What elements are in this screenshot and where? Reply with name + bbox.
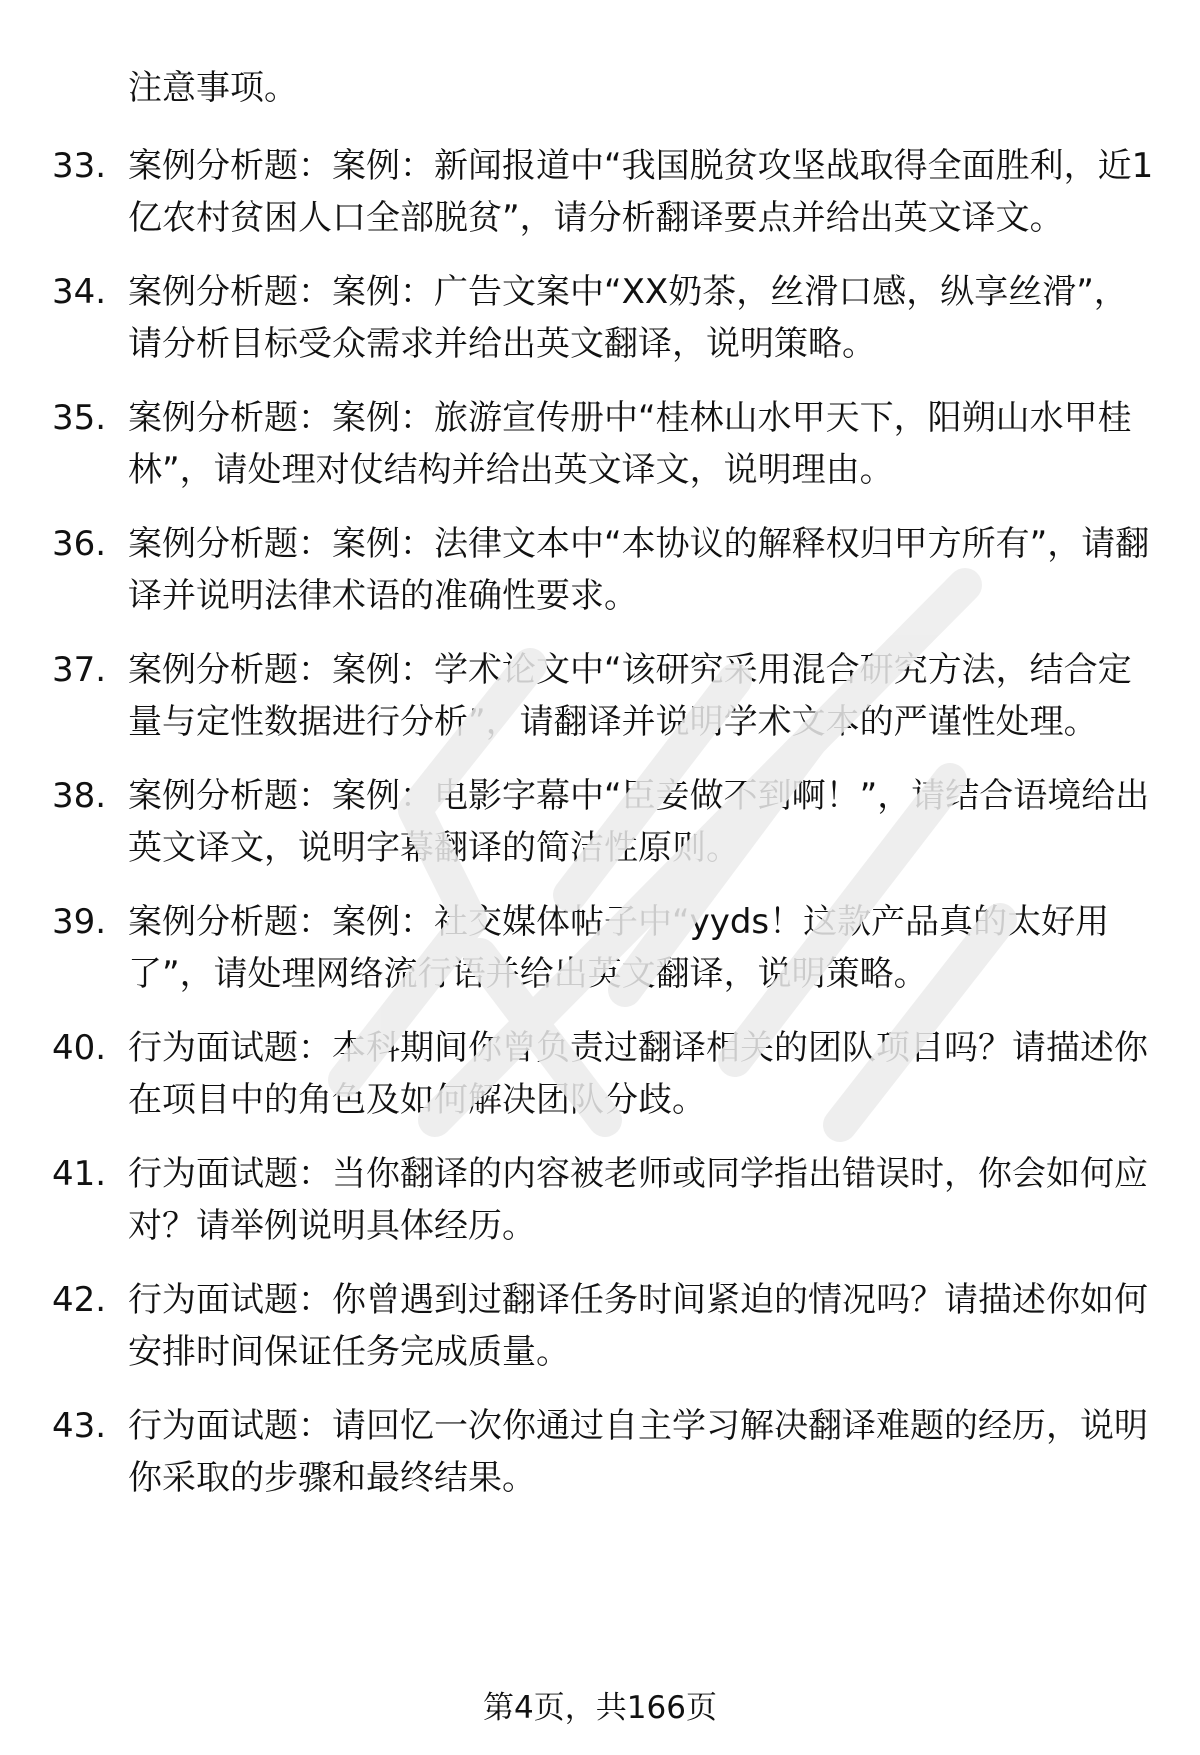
question-item-34: [0, 266, 1200, 370]
question-number: 41.: [52, 1154, 107, 1194]
question-number: 33.: [52, 146, 107, 186]
question-text: 案例分析题：案例：学术论文中“该研究采用混合研究方法，结合定量与定性数据进行分析”，请翻译并说明学术文本的严谨性处理。: [128, 650, 1132, 742]
question-text: 案例分析题：案例：社交媒体帖子中“yyds！这款产品真的太好用了”，请处理网络流行语并给出英文翻译，说明策略。: [128, 902, 1110, 994]
question-item-43: [0, 1400, 1200, 1504]
question-number: 40.: [52, 1028, 107, 1068]
continued-text: 注意事项。: [128, 68, 298, 108]
question-item-42: [0, 1274, 1200, 1378]
question-text: 行为面试题：当你翻译的内容被老师或同学指出错误时，你会如何应对？请举例说明具体经历。: [128, 1154, 1148, 1246]
question-number: 38.: [52, 776, 107, 816]
question-item-41: [0, 1148, 1200, 1252]
page-footer: 第4页，共166页: [483, 1690, 717, 1726]
question-number: 36.: [52, 524, 107, 564]
question-number: 37.: [52, 650, 107, 690]
question-item-40: [0, 1022, 1200, 1126]
question-item-35: [0, 392, 1200, 496]
question-text: 案例分析题：案例：广告文案中“XX奶茶，丝滑口感，纵享丝滑”，请分析目标受众需求并给出英文翻译，说明策略。: [128, 272, 1128, 364]
question-item-33: [0, 140, 1200, 244]
question-number: 34.: [52, 272, 107, 312]
question-text: 行为面试题：你曾遇到过翻译任务时间紧迫的情况吗？请描述你如何安排时间保证任务完成质量。: [128, 1280, 1148, 1372]
question-text: 案例分析题：案例：新闻报道中“我国脱贫攻坚战取得全面胜利，近1亿农村贫困人口全部脱贫”，请分析翻译要点并给出英文译文。: [128, 146, 1154, 238]
question-number: 39.: [52, 902, 107, 942]
question-item-36: [0, 518, 1200, 622]
question-list: [0, 140, 1200, 1526]
question-text: 案例分析题：案例：旅游宣传册中“桂林山水甲天下，阳朔山水甲桂林”，请处理对仗结构并给出英文译文，说明理由。: [128, 398, 1132, 490]
question-text: 案例分析题：案例：电影字幕中“臣妾做不到啊！”，请结合语境给出英文译文，说明字幕翻译的简洁性原则。: [128, 776, 1150, 868]
question-item-37: [0, 644, 1200, 748]
question-text: 行为面试题：请回忆一次你通过自主学习解决翻译难题的经历，说明你采取的步骤和最终结果。: [128, 1406, 1148, 1498]
question-text: 行为面试题：本科期间你曾负责过翻译相关的团队项目吗？请描述你在项目中的角色及如何解决团队分歧。: [128, 1028, 1148, 1120]
question-number: 42.: [52, 1280, 107, 1320]
question-item-39: [0, 896, 1200, 1000]
question-number: 35.: [52, 398, 107, 438]
question-text: 案例分析题：案例：法律文本中“本协议的解释权归甲方所有”，请翻译并说明法律术语的准确性要求。: [128, 524, 1150, 616]
question-item-38: [0, 770, 1200, 874]
question-number: 43.: [52, 1406, 107, 1446]
